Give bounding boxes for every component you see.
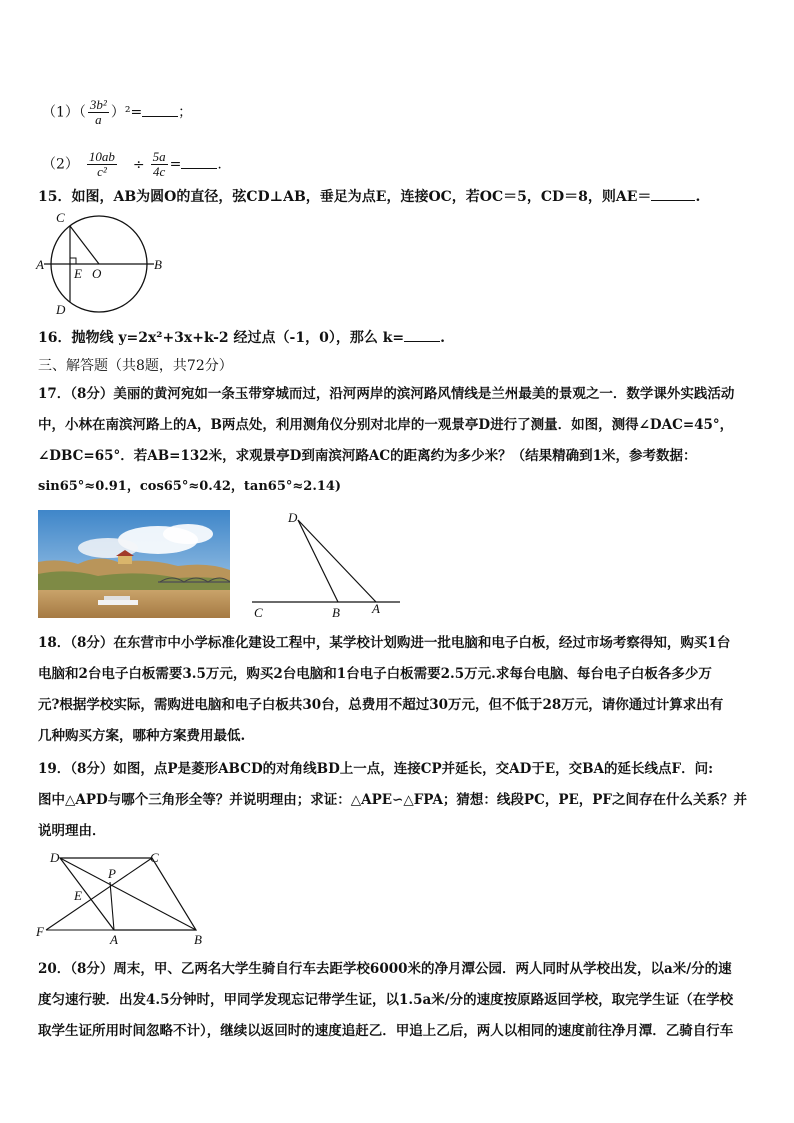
- q18-line4: 几种购买方案，哪种方案费用最低.: [38, 728, 246, 744]
- q17-line1: 17．（8分）美丽的黄河宛如一条玉带穿城而过，沿河两岸的滨河路风情线是兰州最美的景观之一．数学课外实践活动: [38, 386, 735, 402]
- q15-circle-figure: [34, 208, 174, 320]
- q17-line2: 中，小林在南滨河路上的A，B两点处，利用测角仪分别对北岸的一观景亭D进行了测量．如图，测得∠DAC=45°，: [38, 417, 734, 433]
- right-angle-mark: [70, 258, 76, 264]
- yellow-river-photo: [38, 510, 230, 618]
- q16-answer-blank[interactable]: [404, 329, 440, 342]
- q15-answer-blank[interactable]: [651, 188, 695, 201]
- q15-text: [38, 188, 700, 206]
- q18-line3: 元?根据学校实际，需购进电脑和电子白板共30台，总费用不超过30万元，但不低于28万元，请你通过计算求出有: [38, 697, 724, 713]
- q15-end: .: [695, 189, 701, 205]
- label-e: E: [74, 266, 82, 281]
- segment-pa: [110, 882, 114, 930]
- q14-p1-index: （1）（: [42, 104, 86, 121]
- q14-part2: [42, 150, 222, 179]
- segment-db: [298, 520, 338, 602]
- label-c: C: [56, 210, 65, 225]
- q14-p2-denominator1: c²: [97, 164, 107, 179]
- q14-p2-operator: ÷: [132, 156, 145, 173]
- label-b: B: [154, 257, 162, 272]
- label-e: E: [74, 888, 82, 903]
- q20-line1: 20．（8分）周末，甲、乙两名大学生骑自行车去距学校6000米的净月潭公园．两人同时从学校出发，以a米/分的速: [38, 961, 732, 977]
- label-p: P: [108, 866, 116, 881]
- q16-end: .: [440, 330, 446, 346]
- q18-line2: 电脑和2台电子白板需要3.5万元，购买2台电脑和1台电子白板需要2.5万元.求每台电脑、每台电子白板各多少万: [38, 666, 712, 682]
- label-d: D: [56, 302, 66, 317]
- q14-p2-numerator2: 5a: [152, 149, 166, 164]
- segment-da: [298, 520, 376, 602]
- section-heading: 三、解答题（共8题，共72分）: [38, 358, 233, 374]
- label-b: B: [194, 932, 202, 947]
- q14-p1-end: ；: [178, 104, 193, 121]
- q16-question: 16．抛物线 y=2x²+3x+k-2 经过点（-1，0），那么 k=: [38, 330, 405, 346]
- q17-angle-figure: [250, 506, 410, 622]
- label-d: D: [288, 510, 298, 525]
- q19-line3: 说明理由．: [38, 823, 106, 839]
- q14-p2-end: .: [217, 156, 222, 173]
- q20-line2: 度匀速行驶．出发4.5分钟时，甲同学发现忘记带学生证，以1.5a米/分的速度按原路返回学校，取完学生证（在学校: [38, 992, 734, 1008]
- q18-line1: 18．（8分）在东营市中小学标准化建设工程中，某学校计划购进一批电脑和电子白板，经过市场考察得知，购买1台: [38, 635, 731, 651]
- q14-p1-tail: ）²=: [110, 104, 143, 121]
- q14-p2-denominator2: 4c: [153, 164, 166, 179]
- q14-p1-denominator: a: [95, 112, 102, 127]
- q17-line4: sin65°≈0.91，cos65°≈0.42，tan65°≈2.14): [38, 479, 342, 494]
- label-b: B: [332, 605, 340, 620]
- q14-p2-index: （2）: [42, 156, 79, 173]
- q14-p2-numerator1: 10ab: [88, 149, 115, 164]
- q15-question: 15．如图，AB为圆O的直径，弦CD⊥AB，垂足为点E，连接OC，若OC＝5，CD＝8，则AE＝: [38, 189, 652, 205]
- label-o: O: [92, 266, 102, 281]
- label-c: C: [254, 605, 263, 620]
- label-a: A: [36, 257, 44, 272]
- label-a: A: [372, 601, 380, 616]
- q14-p2-answer-blank[interactable]: [181, 156, 217, 169]
- q19-line1: 19．（8分）如图，点P是菱形ABCD的对角线BD上一点，连接CP并延长，交AD于E，交BA的延长线点F．问:: [38, 761, 714, 777]
- q14-p1-fraction: [88, 98, 109, 127]
- q17-line3: ∠DBC=65°．若AB=132米，求观景亭D到南滨河路AC的距离约为多少米？（结果精确到1米，参考数据：: [38, 448, 697, 464]
- q14-part1: [42, 98, 192, 127]
- q19-rhombus-figure: [34, 848, 214, 948]
- q16-text: [38, 329, 445, 347]
- line-cf: [46, 858, 152, 930]
- label-d: D: [50, 850, 60, 865]
- q14-p2-fraction1: [87, 150, 117, 179]
- q20-line3: 取学生证所用时间忽略不计），继续以返回时的速度追赶乙．甲追上乙后，两人以相同的速度前往净月潭．乙骑自行车: [38, 1023, 734, 1039]
- q14-p2-equals: =: [169, 156, 182, 173]
- q14-p2-fraction2: [151, 150, 168, 179]
- q14-p1-numerator: 3b²: [89, 97, 107, 112]
- q19-line2: 图中△APD与哪个三角形全等？并说明理由；求证：△APE∽△FPA；猜想：线段PC，PE，PF之间存在什么关系？并: [38, 792, 748, 808]
- label-f: F: [36, 924, 44, 939]
- label-c: C: [150, 850, 159, 865]
- label-a: A: [110, 932, 118, 947]
- q14-p1-answer-blank[interactable]: [142, 104, 178, 117]
